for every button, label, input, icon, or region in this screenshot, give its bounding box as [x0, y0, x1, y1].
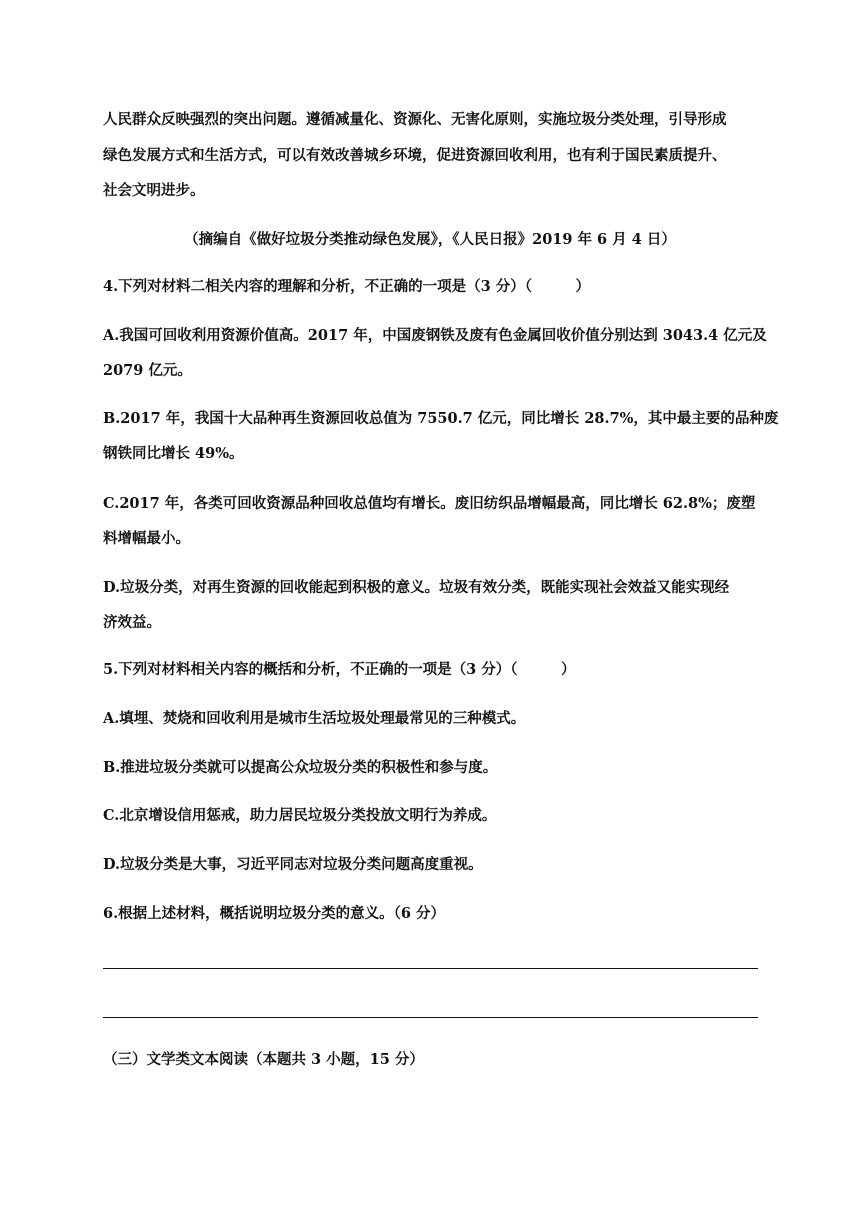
q4-option-c-line-1: C.2017 年，各类可回收资源品种回收总值均有增长。废旧纺织品增幅最高，同比增长 62.8%；废塑 — [103, 495, 756, 512]
section-3-title: （三）文学类文本阅读（本题共 3 小题，15 分） — [103, 1051, 424, 1068]
q4-stem: 4.下列对材料二相关内容的理解和分析，不正确的一项是（3 分）（ ） — [103, 278, 591, 295]
q5-option-d: D.垃圾分类是大事，习近平同志对垃圾分类问题高度重视。 — [103, 856, 483, 873]
passage-line-1: 人民群众反映强烈的突出问题。遵循减量化、资源化、无害化原则，实施垃圾分类处理，引导形成 — [103, 111, 727, 128]
q5-option-a: A.填埋、焚烧和回收利用是城市生活垃圾处理最常见的三种模式。 — [103, 710, 526, 727]
passage-source: （摘编自《做好垃圾分类推动绿色发展》，《人民日报》2019 年 6 月 4 日） — [184, 231, 676, 248]
q6-stem: 6.根据上述材料，概括说明垃圾分类的意义。（6 分） — [103, 905, 446, 922]
q4-option-d-line-1: D.垃圾分类，对再生资源的回收能起到积极的意义。垃圾有效分类，既能实现社会效益又能实现经 — [103, 579, 730, 596]
q4-option-d-line-2: 济效益。 — [103, 614, 161, 631]
q5-option-b: B.推进垃圾分类就可以提高公众垃圾分类的积极性和参与度。 — [103, 759, 498, 776]
passage-line-2: 绿色发展方式和生活方式，可以有效改善城乡环境，促进资源回收利用，也有利于国民素质提升、 — [103, 147, 727, 164]
q4-option-b-line-2: 钢铁同比增长 49%。 — [103, 445, 244, 462]
q5-option-c: C.北京增设信用惩戒，助力居民垃圾分类投放文明行为养成。 — [103, 807, 497, 824]
q4-option-a-line-2: 2079 亿元。 — [103, 362, 192, 379]
passage-line-3: 社会文明进步。 — [103, 182, 205, 199]
q4-option-a-line-1: A.我国可回收利用资源价值高。2017 年，中国废钢铁及废有色金属回收价值分别达到 3043.4 亿元及 — [103, 327, 767, 344]
q5-stem: 5.下列对材料相关内容的概括和分析，不正确的一项是（3 分）（ ） — [103, 661, 576, 678]
answer-line-2 — [103, 1017, 758, 1018]
answer-line-1 — [103, 968, 758, 969]
q4-option-b-line-1: B.2017 年，我国十大品种再生资源回收总值为 7550.7 亿元，同比增长 28.7%，其中最主要的品种废 — [103, 410, 779, 427]
q4-option-c-line-2: 料增幅最小。 — [103, 530, 190, 547]
